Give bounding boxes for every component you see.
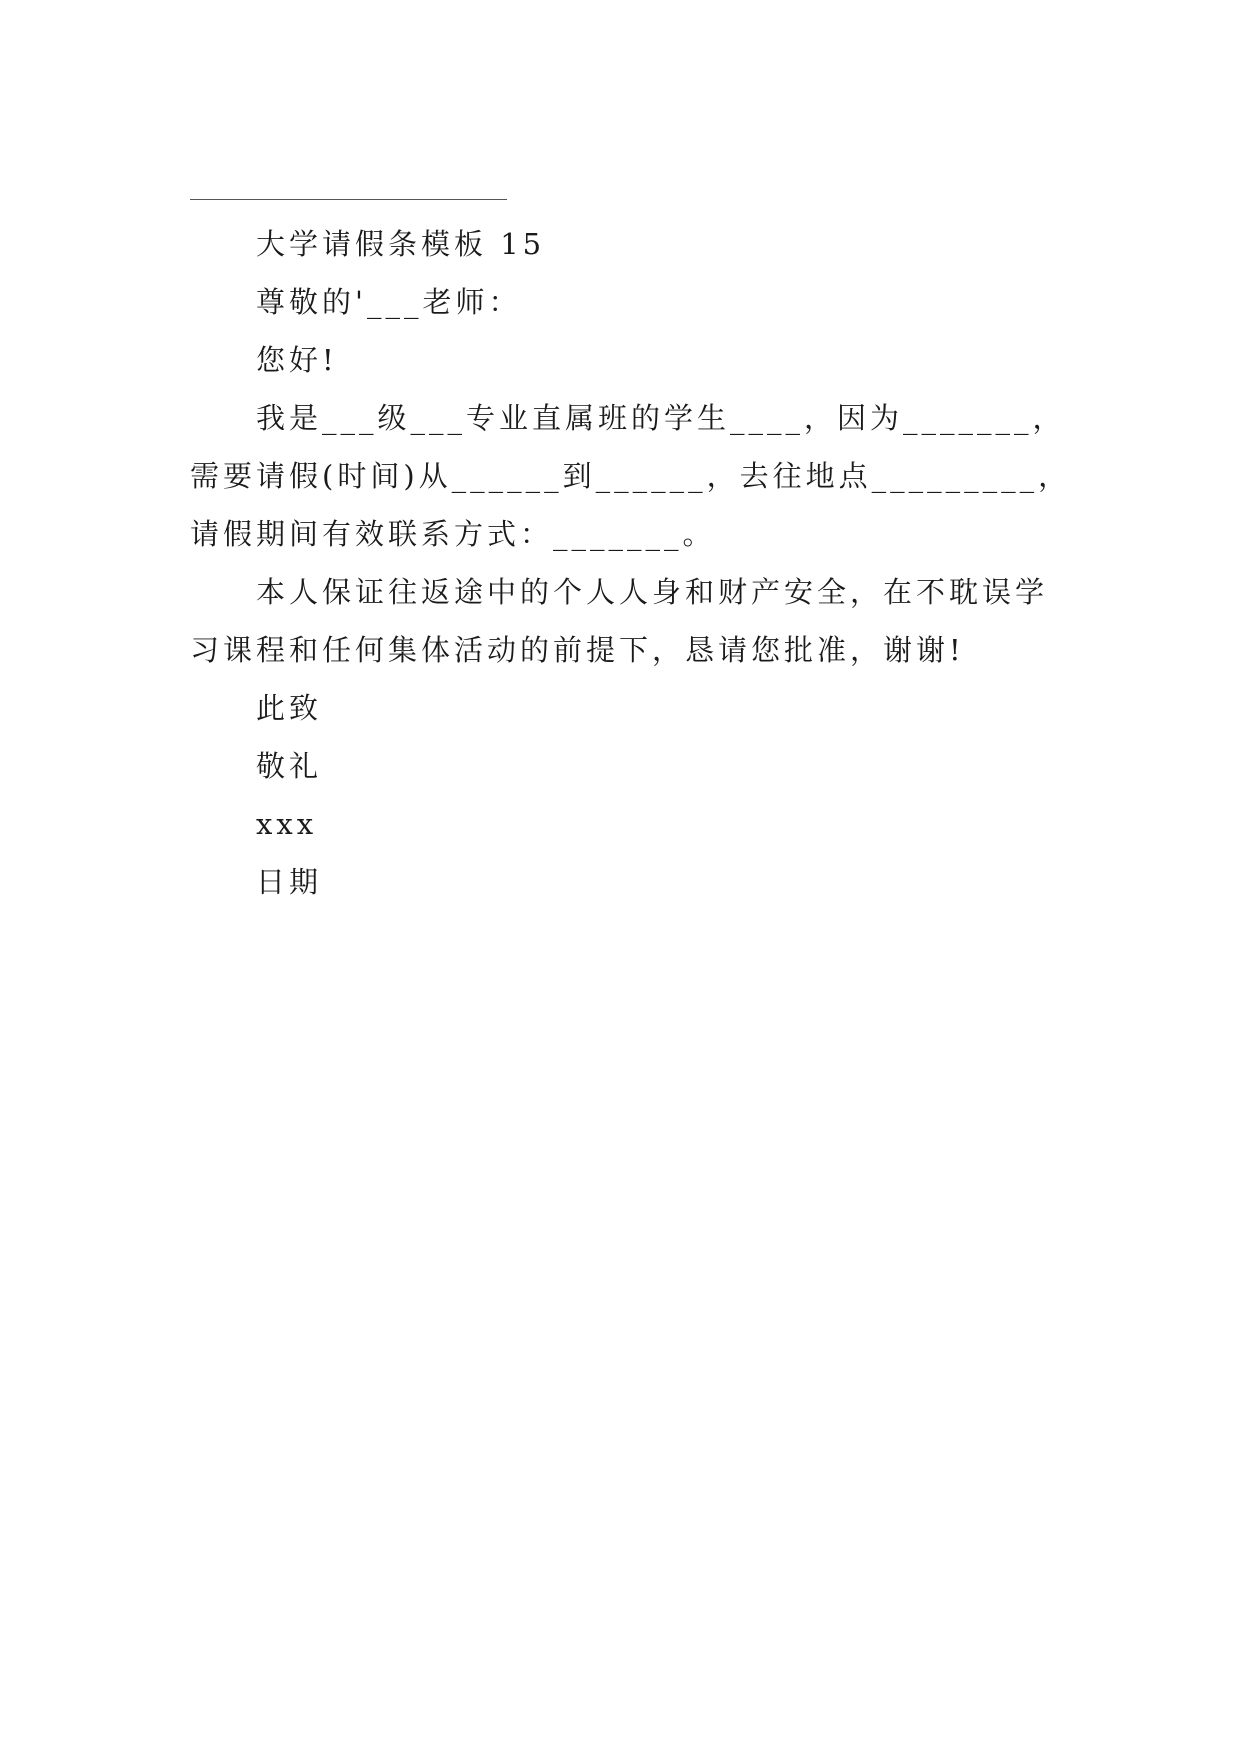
header-rule [190,199,507,200]
request-line-3: 请假期间有效联系方式：_______。 [190,517,716,551]
closing-jing-li: 敬礼 [256,749,323,783]
request-paragraph [190,389,1072,563]
guarantee-line-1: 本人保证往返途中的个人人身和财产安全，在不耽误学 [256,575,1049,609]
request-line-1: 我是___级___专业直属班的学生____，因为_______， [256,401,1066,435]
document-title: 大学请假条模板 15 [256,227,546,261]
signature: xxx [256,807,318,841]
guarantee-paragraph [190,563,1060,679]
request-line-2: 需要请假(时间)从______到______，去往地点_________， [190,459,1072,493]
closing-ci-zhi: 此致 [256,691,323,725]
letter-content [190,215,1072,911]
date-label: 日期 [256,865,323,899]
guarantee-line-2: 习课程和任何集体活动的前提下，恳请您批准，谢谢! [190,633,965,667]
greeting: 您好! [256,343,338,377]
salutation: 尊敬的'___老师： [256,285,522,319]
